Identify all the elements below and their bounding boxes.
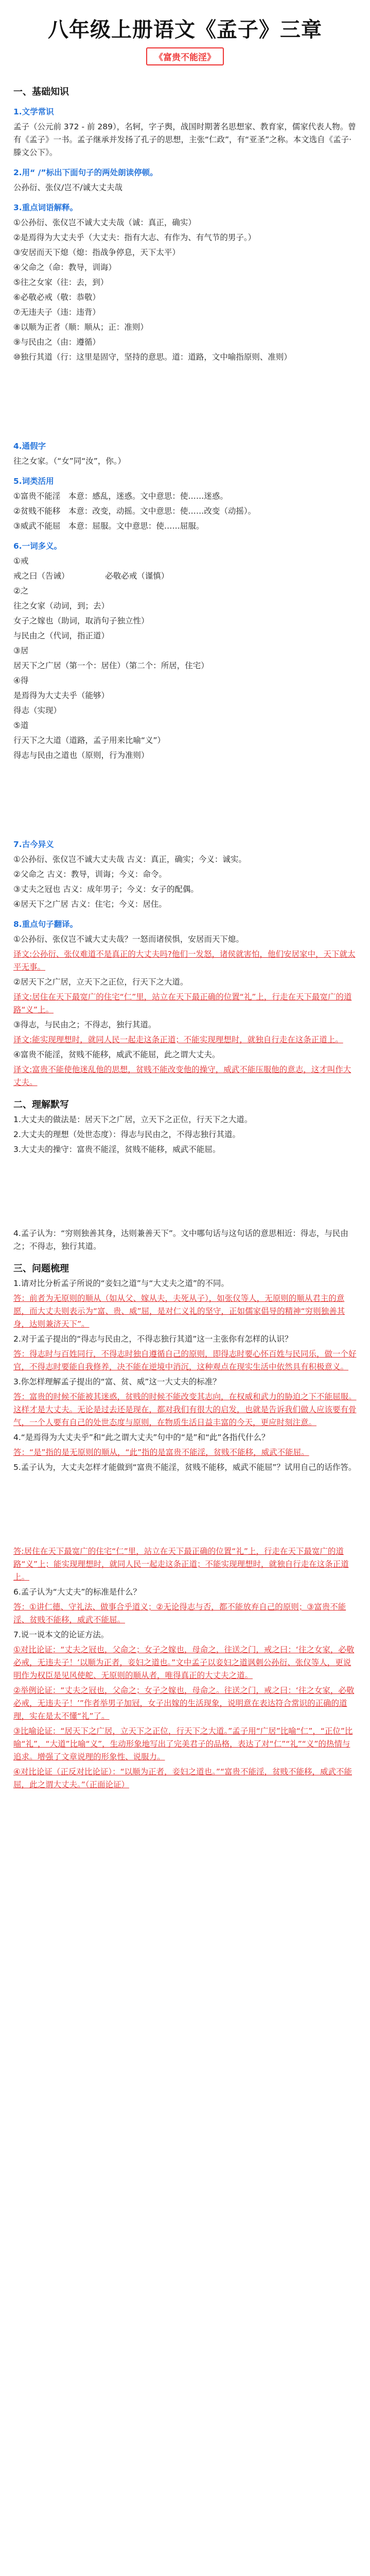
translation-answer: 译文:富贵不能使他迷乱他的思想，贫贱不能改变他的操守，威武不能压服他的意志，这才叫作大丈夫。	[13, 1065, 351, 1087]
subtitle-wrap	[0, 47, 370, 65]
question: 7.说一说本文的论证方法。	[13, 1630, 109, 1639]
translation-answer: 译文:能实现理想时，就同人民一起走这条正道；不能实现理想时，就独自行走在这条正道上。	[13, 1035, 343, 1044]
polysemy-item: 得志与民由之道也（原则，行为准则）	[13, 751, 149, 760]
question: 6.孟子认为“大丈夫”的标准是什么？	[13, 1587, 141, 1597]
answer: 答：前者为无原则的顺从（如从父、嫁从夫，夫死从子），如张仪等人，无原则的顺从君主的意愿，而大丈夫则表示为“富、贵、威”屈，是对仁义礼的坚守，正如儒家倡导的精神“穷则独善其身，达则兼济天下”。	[13, 1294, 345, 1329]
subheading-ancient-modern: 7.古今异义	[13, 840, 54, 849]
polysemy-item: ②之	[13, 586, 29, 596]
polysemy-item: 与民由之（代词，指正道）	[13, 631, 110, 640]
keyword-item: ①公孙衍、张仪岂不诚大丈夫哉（诚：真正，确实）	[13, 218, 196, 227]
polysemy-item: 是焉得为大丈夫乎（能够）	[13, 691, 110, 700]
question: 5.孟子认为，大丈夫怎样才能做到“富贵不能淫，贫贱不能移，威武不能屈”？试用自己的话作答。	[13, 1463, 357, 1472]
answer: 答:居住在天下最宽广的住宅“仁”里，站立在天下最正确的位置“礼”上，行走在天下最宽广的道路“义”上；能实现理想时，就同人民一起走这条正道；不能实现理想时，就独自行走在这条正道上。	[13, 1547, 349, 1582]
keyword-item: ⑩独行其道（行：这里是固守，坚持的意思。道：道路，文中喻指原则、准则）	[13, 352, 292, 362]
keyword-item: ③安居而天下熄（熄：指战争停息，天下太平）	[13, 248, 180, 257]
answer: 答：“是”指的是无原则的顺从，“此”指的是富贵不能淫，贫贱不能移，威武不能屈。	[13, 1448, 309, 1457]
word-class-item: ②贫贱不能移 本意：改变，动摇。文中意思：使……改变（动摇）。	[13, 506, 256, 516]
keyword-item: ⑦无违夫子（违：违背）	[13, 308, 100, 317]
ancient-modern-item: ①公孙衍、张仪岂不诚大丈夫哉 古义：真正，确实；今义：诚实。	[13, 855, 246, 864]
translation-source: ④富贵不能淫，贫贱不能移，威武不能屈，此之谓大丈夫。	[13, 1050, 220, 1059]
question: 4.“是焉得为大丈夫乎”和“此之谓大丈夫”句中的“是”和“此”各指代什么？	[13, 1433, 270, 1442]
recitation-item: 3.大丈夫的操守：富贵不能淫，贫贱不能移，威武不能屈。	[13, 1145, 221, 1154]
word-class-item: ①富贵不能淫 本意：感乱，迷惑。文中意思：使……迷惑。	[13, 492, 228, 501]
polysemy-item: 得志（实现）	[13, 706, 62, 715]
translation-source: ③得志，与民由之；不得志，独行其道。	[13, 1020, 156, 1029]
subheading-word-class: 5.词类活用	[13, 477, 54, 486]
answer: ①对比论证：“丈夫之冠也，父命之；女子之嫁也，母命之，往送之门，戒之曰：‘往之女家，必敬必戒，无违夫子！’以顺为正者，妾妇之道也。”文中孟子以妾妇之道讽刺公孙衍、张仪等人，更说明作为权臣是见风使舵、无原则的顺从者，唯得真正的大丈夫之道。	[13, 1645, 355, 1680]
recitation-item: 1.大丈夫的做法是：居天下之广居，立天下之正位，行天下之大道。	[13, 1115, 253, 1124]
tongjiazi-text: 往之女家。（“女”同“汝”，你。）	[13, 456, 126, 466]
keyword-item: ⑧以顺为正者（顺：顺从；正：准则）	[13, 323, 148, 332]
translation-source: ②居天下之广居，立天下之正位，行天下之大道。	[13, 977, 188, 987]
question: 3.你怎样理解孟子提出的“富、贫、威”这一大丈夫的标准？	[13, 1377, 221, 1386]
subheading-keywords: 3.重点词语解释。	[13, 203, 78, 212]
ancient-modern-item: ②父命之 古义：教导，训诲；今义：命令。	[13, 870, 167, 879]
answer: 答：①讲仁德、守礼法、做事合乎道义；②无论得志与否，都不能放弃自己的原则；③富贵不能淫、贫贱不能移，威武不能屈。	[13, 1602, 346, 1624]
section-heading: 二、理解默写	[13, 1099, 69, 1110]
answer: ③比喻论证：“居天下之广居，立天下之正位，行天下之大道。”孟子用“广居”比喻“仁”，“正位”比喻“礼”，“大道”比喻“义”，生动形象地写出了完美君子的品格，表达了对“仁”“礼”“义”的热情与追求。增强了文章说理的形象性、说服力。	[13, 1726, 353, 1761]
translation-answer: 译文:居住在天下最宽广的住宅“仁”里，站立在天下最正确的位置“礼”上，行走在天下最宽广的道路“义”上。	[13, 992, 352, 1014]
section-heading: 三、问题梳理	[13, 1263, 69, 1274]
content	[13, 76, 357, 1793]
polysemy-item: 往之女家（动词，到；去）	[13, 601, 110, 611]
subheading-polysemy: 6.一词多义。	[13, 541, 62, 551]
subheading-reading: 2.用“ /”标出下面句子的两处朗读停顿。	[13, 168, 158, 177]
question: 2.对于孟子提出的“得志与民由之，不得志独行其道”这一主张你有怎样的认识？	[13, 1334, 293, 1344]
translation-answer: 译文:公孙衍、张仪难道不是真正的大丈夫吗?他们一发怒，诸侯就害怕，他们安居家中，天下就太平无事。	[13, 950, 356, 972]
ancient-modern-item: ③丈夫之冠也 古义：成年男子；今义：女子的配偶。	[13, 885, 199, 894]
answer: 答：得志时与百姓同行，不得志时独自遵循自己的原则，即得志时要心怀百姓与民同乐，做一个好官，不得志时要能自我修养，决不能在逆境中消沉，这种观点在现实生活中依然具有积极意义。	[13, 1349, 357, 1371]
question: 1.请对比分析孟子所说的“妾妇之道”与“大丈夫之道”的不同。	[13, 1279, 229, 1288]
recitation-item: 4.孟子认为：“穷则独善其身，达则兼善天下”。文中哪句话与这句话的意思相近：得志，与民由之；不得志，独行其道。	[13, 1229, 348, 1251]
answer: 答：富贵的时候不能被其迷惑，贫贱的时候不能改变其志向，在权威和武力的胁迫之下不能屈服。这样才是大丈夫。无论是过去还是现在，都对我们有很大的启发，也就是告诉我们做人应该要有骨气，一个人要有自己的处世态度与原则，在物质生活日益丰富的今天，更应时刻注意。	[13, 1392, 357, 1427]
subheading-tongjiazi: 4.通假字	[13, 442, 46, 451]
subheading-translation: 8.重点句子翻译。	[13, 920, 78, 929]
literature-text: 孟子（公元前 372 - 前 289），名轲，字子舆，战国时期著名思想家、教育家，儒家代表人物。曾有《孟子》一书。孟子继承并发扬了孔子的思想，主张“仁政”，有“亚圣”之称。本文选自《孟子·滕文公下》。	[13, 122, 356, 157]
subheading-literature: 1.文学常识	[13, 107, 54, 116]
polysemy-item: ③居	[13, 646, 29, 655]
translation-source: ①公孙衍、张仪岂不诚大丈夫哉？一怒而诸侯惧，安居而天下熄。	[13, 935, 244, 944]
keyword-item: ⑨与民由之（由：遵循）	[13, 337, 100, 347]
ancient-modern-item: ④居天下之广居 古义：住宅；今义：居住。	[13, 900, 167, 909]
answer: ②举例论证：“丈夫之冠也，父命之；女子之嫁也，母命之。往送之门，戒之曰：‘往之女家，必敬必戒，无违夫子！’”作者举男子加冠，女子出嫁的生活现象，说明意在表达符合常识的正确的道理，实在是太不懂“礼”了。	[13, 1686, 355, 1721]
reading-text: 公孙衍、张仪/岂不/诚大丈夫哉	[13, 183, 122, 192]
polysemy-item: ①戒	[13, 556, 93, 566]
polysemy-item: 戒之曰（告诫） 必敬必戒（谨慎）	[13, 571, 169, 581]
polysemy-item: ④得	[13, 676, 29, 685]
keyword-item: ⑤往之女家（往：去，到）	[13, 278, 109, 287]
recitation-item: 2.大丈夫的理想（处世态度）：得志与民由之，不得志独行其道。	[13, 1130, 241, 1139]
polysemy-item: 女子之嫁也（助词，取消句子独立性）	[13, 616, 149, 625]
polysemy-item: ⑤道	[13, 721, 29, 730]
keyword-item: ②是焉得为大丈夫乎（大丈夫：指有大志、有作为、有气节的男子。）	[13, 233, 256, 242]
word-class-item: ③威武不能屈 本意：屈服。文中意思：使……屈服。	[13, 521, 204, 531]
keyword-item: ⑥必敬必戒（敬：恭敬）	[13, 293, 100, 302]
page-title: 八年级上册语文《孟子》三章	[48, 18, 322, 42]
polysemy-item: 居天下之广居（第一个：居住）（第二个：所居，住宅）	[13, 661, 209, 670]
subtitle-badge: 《富贵不能淫》	[146, 47, 224, 65]
answer: ④对比论证（正反对比论证）：“以顺为正者，妾妇之道也。”“富贵不能淫，贫贱不能移，威武不能屈，此之谓大丈夫。”（正面论证）	[13, 1767, 352, 1789]
section-heading: 一、基础知识	[13, 87, 69, 97]
polysemy-item: 行天下之大道（道路，孟子用来比喻“义”）	[13, 736, 166, 745]
keyword-item: ④父命之（命：教导，训诲）	[13, 263, 116, 272]
